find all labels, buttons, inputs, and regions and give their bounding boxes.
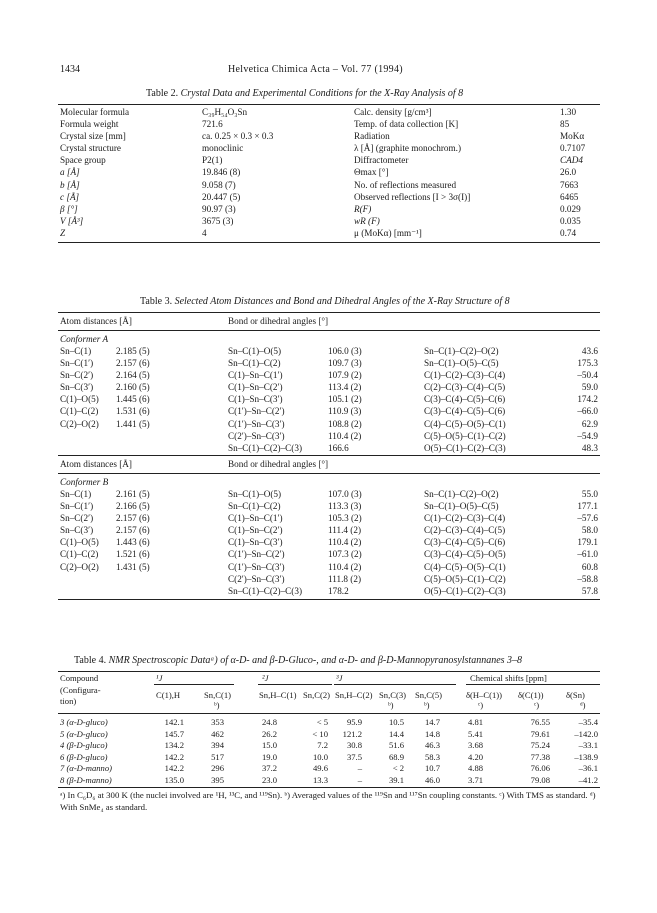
t3a-da-2: Sn–C(2′) bbox=[60, 370, 94, 381]
t3b-hv-7: –58.8 bbox=[577, 573, 598, 584]
t3b-hv-2: –57.6 bbox=[577, 513, 598, 524]
running-title: Helvetica Chimica Acta – Vol. 77 (1994) bbox=[228, 64, 403, 75]
table-row: 5 (α-D-gluco) bbox=[60, 728, 108, 739]
t4-cell: 23.0 bbox=[262, 774, 278, 785]
t3a-hv-5: –66.0 bbox=[577, 406, 598, 417]
t3b-ba-3: C(1)–Sn–C(2′) bbox=[228, 525, 283, 536]
t4-cell: 76.06 bbox=[530, 763, 550, 773]
t4-head-j1: ¹J bbox=[156, 673, 163, 683]
t3b-bond-values bbox=[328, 488, 362, 597]
t3b-dv-5: 1.521 (6) bbox=[116, 549, 150, 560]
t4-cell: 13.3 bbox=[312, 774, 328, 785]
t3b-da-4: C(1)–O(5) bbox=[60, 537, 99, 548]
t2-label-4: Space group bbox=[60, 155, 106, 166]
table-row: 3 (α-D-gluco) bbox=[60, 717, 108, 727]
t3b-conformer-name: Conformer B bbox=[60, 477, 109, 487]
t3a-dist-values bbox=[116, 345, 150, 430]
t4-head-dsn-note: ᵈ) bbox=[580, 700, 586, 710]
t2-rlabel-2: Radiation bbox=[354, 131, 390, 142]
t3a-ba-7: C(2′)–Sn–C(3′) bbox=[228, 430, 285, 441]
t3b-hv-6: 60.8 bbox=[581, 561, 598, 572]
table-row: 8 (β-D-manno) bbox=[60, 774, 112, 785]
t3b-dist-values bbox=[116, 488, 150, 573]
t2-rvalue-9: 0.035 bbox=[560, 215, 581, 226]
t4-head-shifts: Chemical shifts [ppm] bbox=[470, 673, 547, 683]
t3a-da-6: C(2)–O(2) bbox=[60, 418, 99, 429]
t4-cell: 3.68 bbox=[468, 740, 484, 750]
t2-value-0: C₃₉H₅₄O₃Sn bbox=[202, 107, 248, 117]
t2-rlabel-3: λ [Å] (graphite monochrom.) bbox=[354, 143, 462, 154]
t3b-ba-0: Sn–C(1)–O(5) bbox=[228, 489, 282, 499]
t4-cell: 95.9 bbox=[346, 717, 362, 727]
t4-head-j2: ²J bbox=[262, 673, 269, 683]
table-row: 6 (β-D-gluco) bbox=[60, 751, 108, 762]
t4-cell: 19.0 bbox=[262, 751, 278, 762]
t2-value-2: ca. 0.25 × 0.3 × 0.3 bbox=[202, 131, 274, 142]
t4-cell: 39.1 bbox=[388, 774, 404, 785]
t4-cell: 4.81 bbox=[468, 717, 484, 727]
t4-cell: –35.4 bbox=[578, 717, 598, 727]
t3a-ba-5: C(1′)–Sn–C(2′) bbox=[228, 406, 285, 417]
t4-j3-rule bbox=[334, 684, 456, 685]
t4-head-bottom-rule bbox=[58, 713, 600, 714]
t2-value-4: P2(1) bbox=[202, 155, 223, 166]
t4-head-config2: tion) bbox=[60, 696, 77, 706]
t3b-ba-6: C(1′)–Sn–C(3′) bbox=[228, 561, 285, 572]
t2-rvalue-2: MoKα bbox=[560, 131, 585, 142]
t2-value-1: 721.6 bbox=[202, 119, 223, 130]
t3b-hv-0: 55.0 bbox=[581, 489, 598, 499]
t4-cell: – bbox=[357, 774, 362, 785]
t4-col-dc1 bbox=[512, 717, 550, 786]
t3b-hv-4: 179.1 bbox=[577, 537, 598, 548]
t2-rlabel-7: Observed reflections [I > 3σ(I)] bbox=[354, 191, 471, 202]
t3b-head-dist: Atom distances [Å] bbox=[60, 459, 132, 469]
t4-cell: 14.8 bbox=[424, 728, 440, 739]
t3a-dih-atoms bbox=[424, 345, 506, 454]
t3a-dv-1: 2.157 (6) bbox=[116, 358, 150, 369]
t3a-ba-0: Sn–C(1)–O(5) bbox=[228, 346, 282, 356]
t3b-da-0: Sn–C(1) bbox=[60, 489, 92, 499]
t3a-dist-atoms bbox=[60, 345, 99, 430]
t4-cell: –36.1 bbox=[578, 763, 598, 773]
t2-label-9: V [Å³] bbox=[60, 215, 84, 226]
t4-cell: 4.88 bbox=[468, 763, 484, 773]
table3-bottom-rule bbox=[58, 599, 600, 600]
t4-cell: 46.0 bbox=[424, 774, 440, 785]
t3a-ha-5: C(3)–C(4)–C(5)–C(6) bbox=[424, 406, 506, 417]
t4-cell: 142.2 bbox=[164, 751, 184, 762]
t3a-bv-7: 110.4 (2) bbox=[328, 430, 362, 441]
table-row: 4 (β-D-gluco) bbox=[60, 740, 108, 750]
t2-rvalue-0: 1.30 bbox=[560, 107, 577, 117]
t2-rlabel-10: μ (MoKα) [mm⁻¹] bbox=[354, 227, 422, 238]
t4-cell: –41.2 bbox=[578, 774, 598, 785]
t2-rvalue-1: 85 bbox=[560, 119, 570, 130]
t4-cell: 77.38 bbox=[530, 751, 550, 762]
t3a-ha-3: C(2)–C(3)–C(4)–C(5) bbox=[424, 382, 506, 393]
t4-col-c1h bbox=[150, 717, 184, 786]
t3b-top-rule bbox=[58, 455, 600, 456]
t3b-dv-6: 1.431 (5) bbox=[116, 561, 150, 572]
t2-rvalue-8: 0.029 bbox=[560, 203, 581, 214]
t3b-bv-2: 105.3 (2) bbox=[328, 513, 362, 524]
table2-right-values bbox=[560, 106, 585, 239]
table2-bottom-rule bbox=[58, 242, 600, 243]
t3b-bv-1: 113.3 (3) bbox=[328, 501, 362, 512]
t3b-bv-8: 178.2 bbox=[328, 585, 349, 596]
t3a-dv-5: 1.531 (6) bbox=[116, 406, 150, 417]
t3a-ha-7: C(5)–O(5)–C(1)–C(2) bbox=[424, 430, 506, 441]
t4-cell: 15.0 bbox=[262, 740, 278, 750]
t2-rvalue-3: 0.7107 bbox=[560, 143, 586, 154]
t3b-dist-atoms bbox=[60, 488, 99, 573]
t4-cell: 79.61 bbox=[530, 728, 550, 739]
t3a-da-3: Sn–C(3′) bbox=[60, 382, 94, 393]
t3b-ha-7: C(5)–O(5)–C(1)–C(2) bbox=[424, 573, 506, 584]
t4-head-snc5: Sn,C(5) bbox=[415, 690, 442, 700]
t3b-hv-5: –61.0 bbox=[577, 549, 598, 560]
t3b-da-5: C(1)–C(2) bbox=[60, 549, 99, 560]
t2-rlabel-9: wR (F) bbox=[354, 215, 380, 226]
t3b-bond-atoms bbox=[228, 488, 302, 597]
t4-cell: 26.2 bbox=[262, 728, 278, 739]
t4-head-snc2: Sn,C(2) bbox=[303, 690, 330, 700]
t2-value-10: 4 bbox=[202, 227, 207, 238]
t4-shifts-rule bbox=[466, 684, 600, 685]
t4-cell: 30.8 bbox=[346, 740, 362, 750]
t3b-bv-6: 110.4 (2) bbox=[328, 561, 362, 572]
t3b-bv-3: 111.4 (2) bbox=[328, 525, 361, 536]
t4-j2-rule bbox=[258, 684, 332, 685]
table4-label: Table 4. bbox=[74, 655, 107, 666]
t3a-hv-6: 62.9 bbox=[581, 418, 598, 429]
t4-cell: –142.0 bbox=[574, 728, 598, 739]
t2-value-5: 19.846 (8) bbox=[202, 167, 241, 178]
table4-caption bbox=[74, 655, 522, 666]
t4-cell: < 2 bbox=[392, 763, 404, 773]
t4-cell: 7.2 bbox=[317, 740, 328, 750]
t4-col-snh-c1 bbox=[262, 717, 277, 786]
t3a-bv-8: 166.6 bbox=[328, 442, 349, 453]
t3a-da-1: Sn–C(1′) bbox=[60, 358, 94, 369]
t4-cell: 68.9 bbox=[388, 751, 404, 762]
t4-cell: 142.1 bbox=[164, 717, 184, 727]
t4-col-snc2 bbox=[294, 717, 328, 786]
t4-cell: < 5 bbox=[316, 717, 328, 727]
t4-col-snh-c2 bbox=[330, 717, 362, 786]
t2-rvalue-4: CAD4 bbox=[560, 155, 583, 166]
t3a-head-angles: Bond or dihedral angles [°] bbox=[228, 316, 329, 326]
t2-label-8: β [°] bbox=[60, 203, 78, 214]
t4-head-snc1: Sn,C(1) bbox=[204, 690, 231, 700]
t3a-bv-3: 113.4 (2) bbox=[328, 382, 362, 393]
t4-head-snc5-note: ᵇ) bbox=[424, 700, 430, 710]
t2-rlabel-4: Diffractometer bbox=[354, 155, 409, 166]
t3b-hv-8: 57.8 bbox=[581, 585, 598, 596]
t3a-bv-2: 107.9 (2) bbox=[328, 370, 362, 381]
table2-title: Crystal Data and Experimental Conditions for the X-Ray Analysis of 8 bbox=[180, 88, 464, 99]
t4-cell: 75.24 bbox=[530, 740, 550, 750]
t4-cell: 76.55 bbox=[530, 717, 550, 727]
t3b-ha-2: C(1)–C(2)–C(3)–C(4) bbox=[424, 513, 506, 524]
t4-cell: 135.0 bbox=[164, 774, 184, 785]
t4-col-snc3 bbox=[374, 717, 404, 786]
t2-rvalue-10: 0.74 bbox=[560, 227, 577, 238]
t4-cell: 121.2 bbox=[342, 728, 362, 739]
t4-cell: 3.71 bbox=[468, 774, 484, 785]
t4-head-dc1: δ(C(1)) bbox=[518, 690, 544, 700]
t3a-ha-8: O(5)–C(1)–C(2)–C(3) bbox=[424, 442, 506, 453]
t3a-ha-6: C(4)–C(5)–O(5)–C(1) bbox=[424, 418, 506, 429]
t4-cell: 14.7 bbox=[424, 717, 440, 727]
t4-head-config: (Configura- bbox=[60, 685, 101, 695]
t4-cell: 51.6 bbox=[388, 740, 404, 750]
table3-label: Table 3. bbox=[140, 296, 173, 307]
t3b-da-1: Sn–C(1′) bbox=[60, 501, 94, 512]
t4-cell: 4.20 bbox=[468, 751, 484, 762]
t3a-hv-1: 175.3 bbox=[577, 358, 598, 369]
t3b-hv-1: 177.1 bbox=[577, 501, 598, 512]
t3a-ba-2: C(1)–Sn–C(1′) bbox=[228, 370, 283, 381]
t3a-ha-0: Sn–C(1)–C(2)–O(2) bbox=[424, 346, 499, 356]
t4-head-snc1-note: ᵇ) bbox=[214, 700, 220, 710]
t4-cell: 46.3 bbox=[424, 740, 440, 750]
t3a-ba-6: C(1′)–Sn–C(3′) bbox=[228, 418, 285, 429]
table4-title: NMR Spectroscopic Dataᵃ) of α-D- and β-D-Gluco-, and α-D- and β-D-Mannopyranosylstannanes 3–8 bbox=[108, 655, 523, 666]
t3b-da-3: Sn–C(3′) bbox=[60, 525, 94, 536]
t3a-dv-0: 2.185 (5) bbox=[116, 346, 150, 356]
t3b-ha-4: C(3)–C(4)–C(5)–C(6) bbox=[424, 537, 506, 548]
t3a-hv-3: 59.0 bbox=[581, 382, 598, 393]
table2-right-labels bbox=[354, 106, 470, 239]
t3a-hv-4: 174.2 bbox=[577, 394, 598, 405]
table2-left-labels bbox=[60, 106, 129, 239]
t3a-ba-4: C(1)–Sn–C(3′) bbox=[228, 394, 283, 405]
t3a-ba-8: Sn–C(1)–C(2)–C(3) bbox=[228, 442, 303, 453]
t2-rlabel-5: Θmax [°] bbox=[354, 167, 389, 178]
t4-head-compound: Compound bbox=[60, 673, 99, 683]
t4-cell: 462 bbox=[211, 728, 224, 739]
table3-title: Selected Atom Distances and Bond and Dihedral Angles of the X-Ray Structure of 8 bbox=[174, 296, 510, 307]
t4-col-snc5 bbox=[412, 717, 440, 786]
t4-head-dhc1-note: ᶜ) bbox=[478, 700, 484, 710]
t3a-bv-1: 109.7 (3) bbox=[328, 358, 362, 369]
t3b-bv-7: 111.8 (2) bbox=[328, 573, 361, 584]
t3a-da-4: C(1)–O(5) bbox=[60, 394, 99, 405]
t2-value-7: 20.447 (5) bbox=[202, 191, 241, 202]
t2-rlabel-1: Temp. of data collection [K] bbox=[354, 119, 459, 130]
t4-head-dc1-note: ᶜ) bbox=[534, 700, 540, 710]
table4-bottom-rule bbox=[58, 787, 600, 788]
t4-head-dsn: δ(Sn) bbox=[566, 690, 585, 700]
t4-cell: 10.0 bbox=[312, 751, 328, 762]
t2-value-3: monoclinic bbox=[202, 143, 244, 154]
t3b-ha-1: Sn–C(1)–O(5)–C(5) bbox=[424, 501, 499, 512]
t2-label-1: Formula weight bbox=[60, 119, 119, 130]
t4-head-c1h: C(1),H bbox=[156, 690, 181, 700]
t2-label-3: Crystal structure bbox=[60, 143, 121, 154]
table-row: 7 (α-D-manno) bbox=[60, 763, 113, 773]
t4-head-snh-c2: Sn,H–C(2) bbox=[335, 690, 373, 700]
t4-cell: – bbox=[357, 763, 362, 773]
t3a-ba-3: C(1)–Sn–C(2′) bbox=[228, 382, 283, 393]
t3b-dih-values bbox=[560, 488, 598, 597]
table3-top-rule bbox=[58, 312, 600, 313]
t3a-bond-values bbox=[328, 345, 362, 454]
t2-rlabel-6: No. of reflections measured bbox=[354, 179, 457, 190]
t4-cell: < 10 bbox=[312, 728, 328, 739]
t3b-ha-8: O(5)–C(1)–C(2)–C(3) bbox=[424, 585, 506, 596]
t4-head-snh-c1: Sn,H–C(1) bbox=[259, 690, 297, 700]
t3a-ha-2: C(1)–C(2)–C(3)–C(4) bbox=[424, 370, 506, 381]
t3a-dv-6: 1.441 (5) bbox=[116, 418, 150, 429]
t3a-dv-2: 2.164 (5) bbox=[116, 370, 150, 381]
t2-label-2: Crystal size [mm] bbox=[60, 131, 126, 142]
t3b-head-rule bbox=[58, 473, 600, 474]
t4-cell: 517 bbox=[211, 751, 224, 762]
t4-col-dsn bbox=[556, 717, 598, 786]
page-number: 1434 bbox=[60, 64, 80, 75]
t3a-dv-4: 1.445 (6) bbox=[116, 394, 150, 405]
t3b-dih-atoms bbox=[424, 488, 506, 597]
table2-left-values bbox=[202, 106, 273, 239]
t4-cell: –138.9 bbox=[574, 751, 598, 762]
t4-cell: –33.1 bbox=[578, 740, 598, 750]
t3b-dv-1: 2.166 (5) bbox=[116, 501, 150, 512]
t3a-bv-6: 108.8 (2) bbox=[328, 418, 362, 429]
t2-label-7: c [Å] bbox=[60, 191, 80, 202]
t4-cell: 10.7 bbox=[424, 763, 440, 773]
t3b-dv-4: 1.443 (6) bbox=[116, 537, 150, 548]
t3b-ha-3: C(2)–C(3)–C(4)–C(5) bbox=[424, 525, 506, 536]
t3a-hv-7: –54.9 bbox=[577, 430, 598, 441]
t3a-bv-0: 106.0 (3) bbox=[328, 346, 362, 356]
t4-cell: 14.4 bbox=[388, 728, 404, 739]
t3a-ba-1: Sn–C(1)–C(2) bbox=[228, 358, 281, 369]
t2-rlabel-8: R(F) bbox=[354, 203, 372, 214]
t4-col-snc1 bbox=[198, 717, 224, 786]
t3a-head-rule bbox=[58, 330, 600, 331]
t3b-ba-7: C(2′)–Sn–C(3′) bbox=[228, 573, 285, 584]
t4-cell: 5.41 bbox=[468, 728, 484, 739]
t3a-ha-1: Sn–C(1)–O(5)–C(5) bbox=[424, 358, 499, 369]
t4-cell: 353 bbox=[211, 717, 224, 727]
t3b-ba-5: C(1′)–Sn–C(2′) bbox=[228, 549, 285, 560]
t3b-dv-0: 2.161 (5) bbox=[116, 489, 150, 499]
t4-cell: 24.8 bbox=[262, 717, 278, 727]
t2-label-10: Z bbox=[60, 227, 66, 238]
t4-cell: 58.3 bbox=[424, 751, 440, 762]
t3b-ba-2: C(1)–Sn–C(1′) bbox=[228, 513, 283, 524]
t3b-ha-5: C(3)–C(4)–C(5)–O(5) bbox=[424, 549, 506, 560]
t3a-da-5: C(1)–C(2) bbox=[60, 406, 99, 417]
t4-cell: 10.5 bbox=[388, 717, 404, 727]
table3-caption bbox=[140, 296, 510, 307]
t3a-dv-3: 2.160 (5) bbox=[116, 382, 150, 393]
t2-rvalue-6: 7663 bbox=[560, 179, 579, 190]
t3b-bv-4: 110.4 (2) bbox=[328, 537, 362, 548]
t3a-ha-4: C(3)–C(4)–C(5)–C(6) bbox=[424, 394, 506, 405]
t4-col-dhc1 bbox=[468, 717, 483, 786]
t3b-ba-4: C(1)–Sn–C(3′) bbox=[228, 537, 283, 548]
t2-label-6: b [Å] bbox=[60, 179, 80, 190]
t3b-ba-8: Sn–C(1)–C(2)–C(3) bbox=[228, 585, 303, 596]
t3b-da-2: Sn–C(2′) bbox=[60, 513, 94, 524]
t2-label-0: Molecular formula bbox=[60, 107, 130, 117]
t4-cell: 394 bbox=[211, 740, 224, 750]
table4-top-rule bbox=[58, 671, 600, 672]
t3a-bond-atoms bbox=[228, 345, 302, 454]
t4-head-dhc1: δ(H–C(1)) bbox=[466, 690, 503, 700]
t2-rlabel-0: Calc. density [g/cm³] bbox=[354, 107, 432, 117]
t4-cell: 395 bbox=[211, 774, 224, 785]
t2-value-8: 90.97 (3) bbox=[202, 203, 236, 214]
t2-label-5: a [Å] bbox=[60, 167, 80, 178]
t3a-hv-8: 48.3 bbox=[581, 442, 598, 453]
t3a-hv-2: –50.4 bbox=[577, 370, 598, 381]
t4-compound-col bbox=[60, 717, 112, 786]
table2-label: Table 2. bbox=[146, 88, 179, 99]
t3b-dv-2: 2.157 (6) bbox=[116, 513, 150, 524]
t2-value-9: 3675 (3) bbox=[202, 215, 234, 226]
t4-cell: 37.2 bbox=[262, 763, 278, 773]
t3b-ba-1: Sn–C(1)–C(2) bbox=[228, 501, 281, 512]
t4-head-snc3: Sn,C(3) bbox=[379, 690, 406, 700]
t4-cell: 142.2 bbox=[164, 763, 184, 773]
t4-cell: 134.2 bbox=[164, 740, 184, 750]
t2-rvalue-5: 26.0 bbox=[560, 167, 577, 178]
t4-cell: 296 bbox=[211, 763, 224, 773]
t3a-bv-5: 110.9 (3) bbox=[328, 406, 362, 417]
t3b-bv-0: 107.0 (3) bbox=[328, 489, 362, 499]
t2-rvalue-7: 6465 bbox=[560, 191, 579, 202]
t3b-dv-3: 2.157 (6) bbox=[116, 525, 150, 536]
table4-footnotes: ᵃ) In C₆D₆ at 300 K (the nuclei involved are ¹H, ¹³C, and ¹¹⁹Sn). ᵇ) Averaged values of the ¹¹⁹Sn and ¹¹⁷Sn coupling constants. ᶜ) With TMS as standard. ᵈ) With SnMe₄ as standard. bbox=[60, 790, 596, 812]
t3a-hv-0: 43.6 bbox=[581, 346, 598, 356]
t4-j1-rule bbox=[154, 684, 234, 685]
t3b-da-6: C(2)–O(2) bbox=[60, 561, 99, 572]
t3a-da-0: Sn–C(1) bbox=[60, 346, 92, 356]
t4-cell: 145.7 bbox=[164, 728, 184, 739]
t4-cell: 79.08 bbox=[530, 774, 550, 785]
t4-cell: 37.5 bbox=[346, 751, 362, 762]
t2-value-6: 9.058 (7) bbox=[202, 179, 236, 190]
t3a-dih-values bbox=[560, 345, 598, 454]
t3a-head-dist: Atom distances [Å] bbox=[60, 316, 132, 326]
t4-head-snc3-note: ᵇ) bbox=[388, 700, 394, 710]
t3b-ha-0: Sn–C(1)–C(2)–O(2) bbox=[424, 489, 499, 499]
table2-top-rule bbox=[58, 104, 600, 105]
t3a-conformer-name: Conformer A bbox=[60, 334, 109, 344]
t3a-bv-4: 105.1 (2) bbox=[328, 394, 362, 405]
t4-cell: 49.6 bbox=[312, 763, 328, 773]
t3b-head-angles: Bond or dihedral angles [°] bbox=[228, 459, 329, 469]
t3b-bv-5: 107.3 (2) bbox=[328, 549, 362, 560]
t4-head-j3: ³J bbox=[336, 673, 343, 683]
table2-caption bbox=[146, 88, 463, 99]
t3b-hv-3: 58.0 bbox=[581, 525, 598, 536]
t3b-ha-6: C(4)–C(5)–O(5)–C(1) bbox=[424, 561, 506, 572]
